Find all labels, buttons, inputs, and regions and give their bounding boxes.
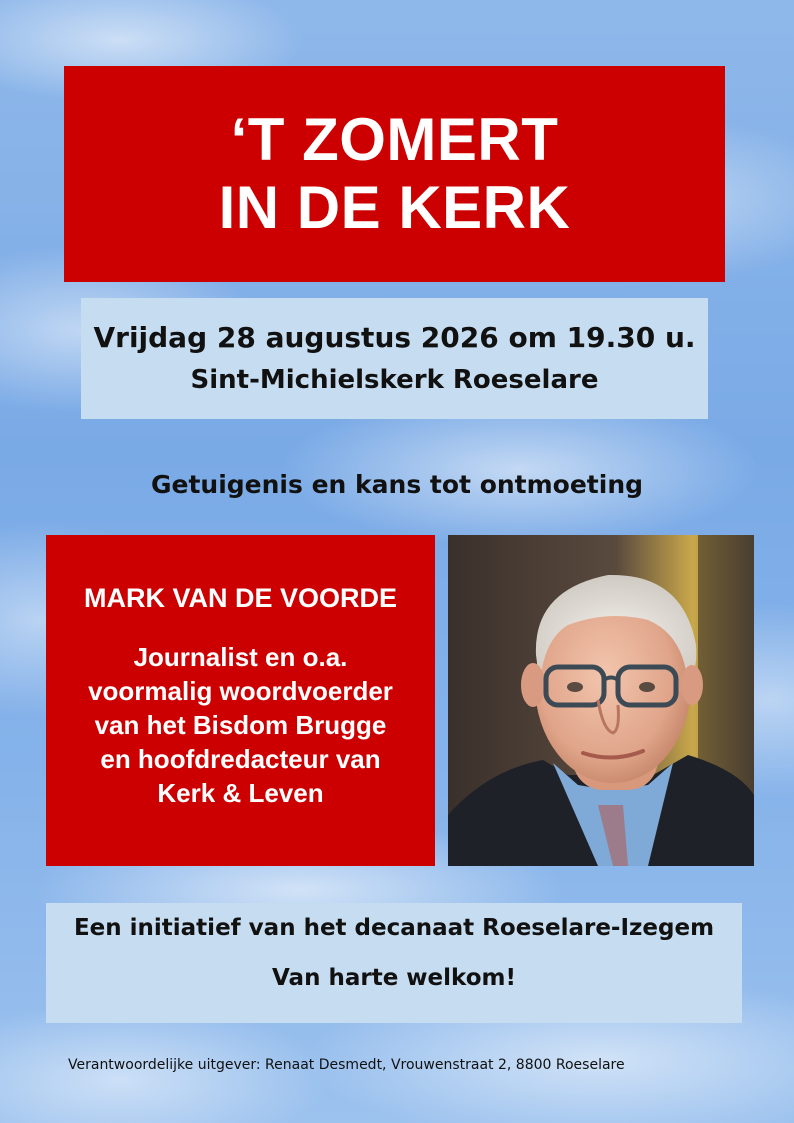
title-line-1: ‘T ZOMERT (230, 106, 559, 173)
speaker-description-line: voormalig woordvoerder (88, 676, 393, 706)
welcome-text: Van harte welkom! (272, 965, 516, 991)
event-date-time: Vrijdag 28 augustus 2026 om 19.30 u. (93, 320, 696, 354)
speaker-photo (448, 535, 754, 866)
event-location: Sint-Michielskerk Roeselare (190, 364, 599, 395)
speaker-name: MARK VAN DE VOORDE (83, 583, 398, 613)
speaker-description-line: Journalist en o.a. (133, 642, 348, 672)
speaker-description-line: Kerk & Leven (157, 778, 324, 808)
event-info-panel (81, 298, 708, 419)
speaker-description (46, 640, 435, 810)
speaker-panel (46, 535, 435, 866)
title-banner (64, 66, 725, 282)
speaker-description-line: en hoofdredacteur van (100, 744, 381, 774)
title-line-2: IN DE KERK (218, 174, 571, 241)
footer-panel (46, 903, 742, 1023)
initiative-text: Een initiatief van het decanaat Roeselare-Izegem (73, 915, 715, 941)
event-subtitle: Getuigenis en kans tot ontmoeting (150, 470, 644, 499)
publisher-credit: Verantwoordelijke uitgever: Renaat Desmedt, Vrouwenstraat 2, 8800 Roeselare (68, 1057, 625, 1073)
speaker-description-line: van het Bisdom Brugge (94, 710, 387, 740)
speaker-portrait-illustration (448, 535, 754, 866)
